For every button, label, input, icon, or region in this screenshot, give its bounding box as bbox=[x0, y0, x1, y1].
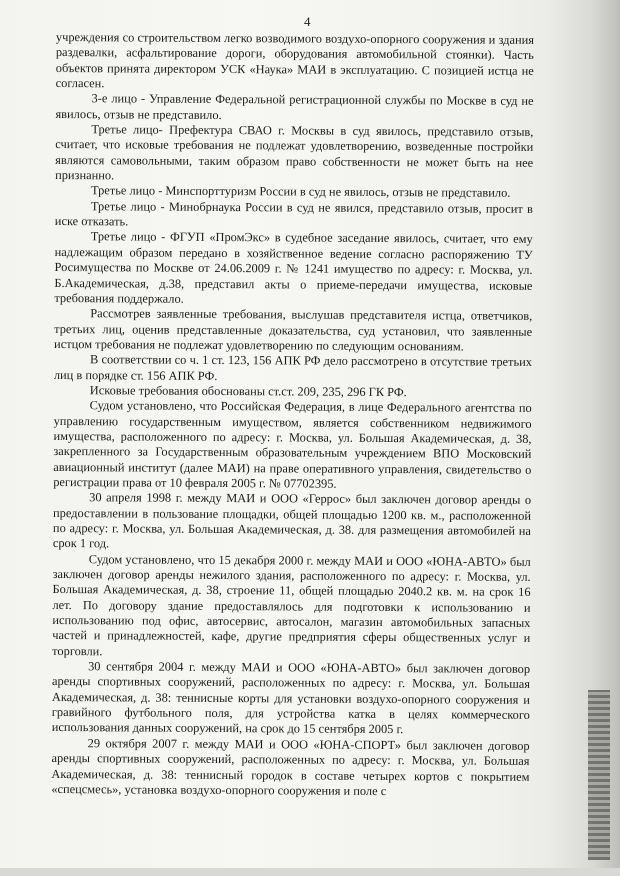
paragraph: Судом установлено, что 15 декабря 2000 г. между МАИ и ООО «ЮНА-АВТО» был заключен договор аренды нежилого здания, расположенного по адресу: г. Москва, ул. Большая Академическая, д. 38, строение 11, общей площадью 2040.2 кв. м. на срок 16 лет. По договору здание предоставлялось для подготовки к использованию и использованию под офис, автосервис, автосалон, магазин автомобильных запасных частей и принадлежностей, кафе, другие предприятия сферы общественных услуг и торговли. bbox=[52, 551, 531, 659]
scan-bottom-edge bbox=[0, 868, 620, 876]
page-number: 4 bbox=[304, 14, 311, 29]
paragraph: Судом установлено, что Российская Федерация, в лице Федерального агентства по управлению государственным имуществом, является собственником недвижимого имущества, расположенного по адресу: г. Москва, ул. Большая Академическая, д. 38, закрепленного за Государственным образовательным учреждением ВПО Московский авиационный институт (далее МАИ) на праве оперативного управления, свидетельство о регистрации права от 10 февраля 2005 г. № 07702395. bbox=[53, 398, 532, 491]
paragraph: Третье лицо - Минобрнаука России в суд не явился, представило отзыв, просит в иске отказать. bbox=[54, 198, 533, 229]
scan-edge-artifact bbox=[588, 690, 610, 860]
paragraph: Третье лицо - Минспорттуризм России в суд не явилось, отзыв не представило. bbox=[90, 183, 511, 201]
paragraph: Исковые требования обоснованы ст.ст. 209, 235, 296 ГК РФ. bbox=[89, 383, 407, 400]
paragraph: Третье лицо- Префектура СВАО г. Москвы в суд явилось, представило отзыв, считает, что исковые требования не подлежат удовлетворению, возведенные постройки являются самовольными, таким образом право собственности не может быть на нее признанно. bbox=[55, 122, 534, 183]
paragraph: учреждения со строительством легко возводимого воздухо-опорного сооружения и здания раздевалки, асфальтирование дороги, оборудования автомобильной стоянки). Часть объектов принята директором УСК «Наука» МАИ в эксплуатацию. С позицией истца не согласен. bbox=[55, 30, 534, 91]
paragraph: Третье лицо - ФГУП «ПромЭкс» в судебное заседание явилось, считает, что ему надлежащим образом передано в хозяйственное ведение согласно распоряжению ТУ Росимущества по Москве от 24.06.2009 г. № 1241 имущество по адресу: г. Москва, ул. Б.Академическая, д.38, представил акты о приеме-передачи имущества, исковые требования поддержало. bbox=[54, 229, 533, 306]
paragraph: 3-е лицо - Управление Федеральной регистрационной службы по Москве в суд не явилось, отзыв не представило. bbox=[55, 91, 534, 122]
paragraph: В соответствии со ч. 1 ст. 123, 156 АПК РФ дело рассмотрено в отсутствие третьих лиц в порядке ст. 156 АПК РФ. bbox=[53, 352, 533, 383]
document-body bbox=[51, 30, 534, 800]
paragraph: 30 апреля 1998 г. между МАИ и ООО «Геррос» был заключен договор аренды о предоставлении в пользование площадки, общей площадью 1200 кв. м., расположенной по адресу: г. Москва, ул. Большая Академическая, д. 38. для размещения автомобилей на срок 1 год. bbox=[52, 490, 532, 551]
paragraph: Рассмотрев заявленные требования, выслушав представителя истца, ответчиков, третьих лиц, оценив представленные доказательства, суд установил, что заявленные истцом требования не подлежат удовлетворению по следующим основаниям. bbox=[54, 306, 533, 354]
paragraph: 30 сентября 2004 г. между МАИ и ООО «ЮНА-АВТО» был заключен договор аренды спортивных сооружений, расположенных по адресу: г. Москва, ул. Большая Академическая, д. 38: теннисные корты для установки воздухо-опорного сооружения и гравийного футбольного поля, для устройства катка в целях коммерческого использования данных сооружений, на срок до 15 сентября 2005 г. bbox=[51, 659, 531, 737]
paragraph: 29 октября 2007 г. между МАИ и ООО «ЮНА-СПОРТ» был заключен договор аренды спортивных сооружений, расположенных по адресу: г. Москва, ул. Большая Академическая, д. 38: теннисный городок в составе четырех кортов с покрытием «спецсмесь», установка воздухо-опорного сооружения и поле с bbox=[51, 736, 530, 798]
